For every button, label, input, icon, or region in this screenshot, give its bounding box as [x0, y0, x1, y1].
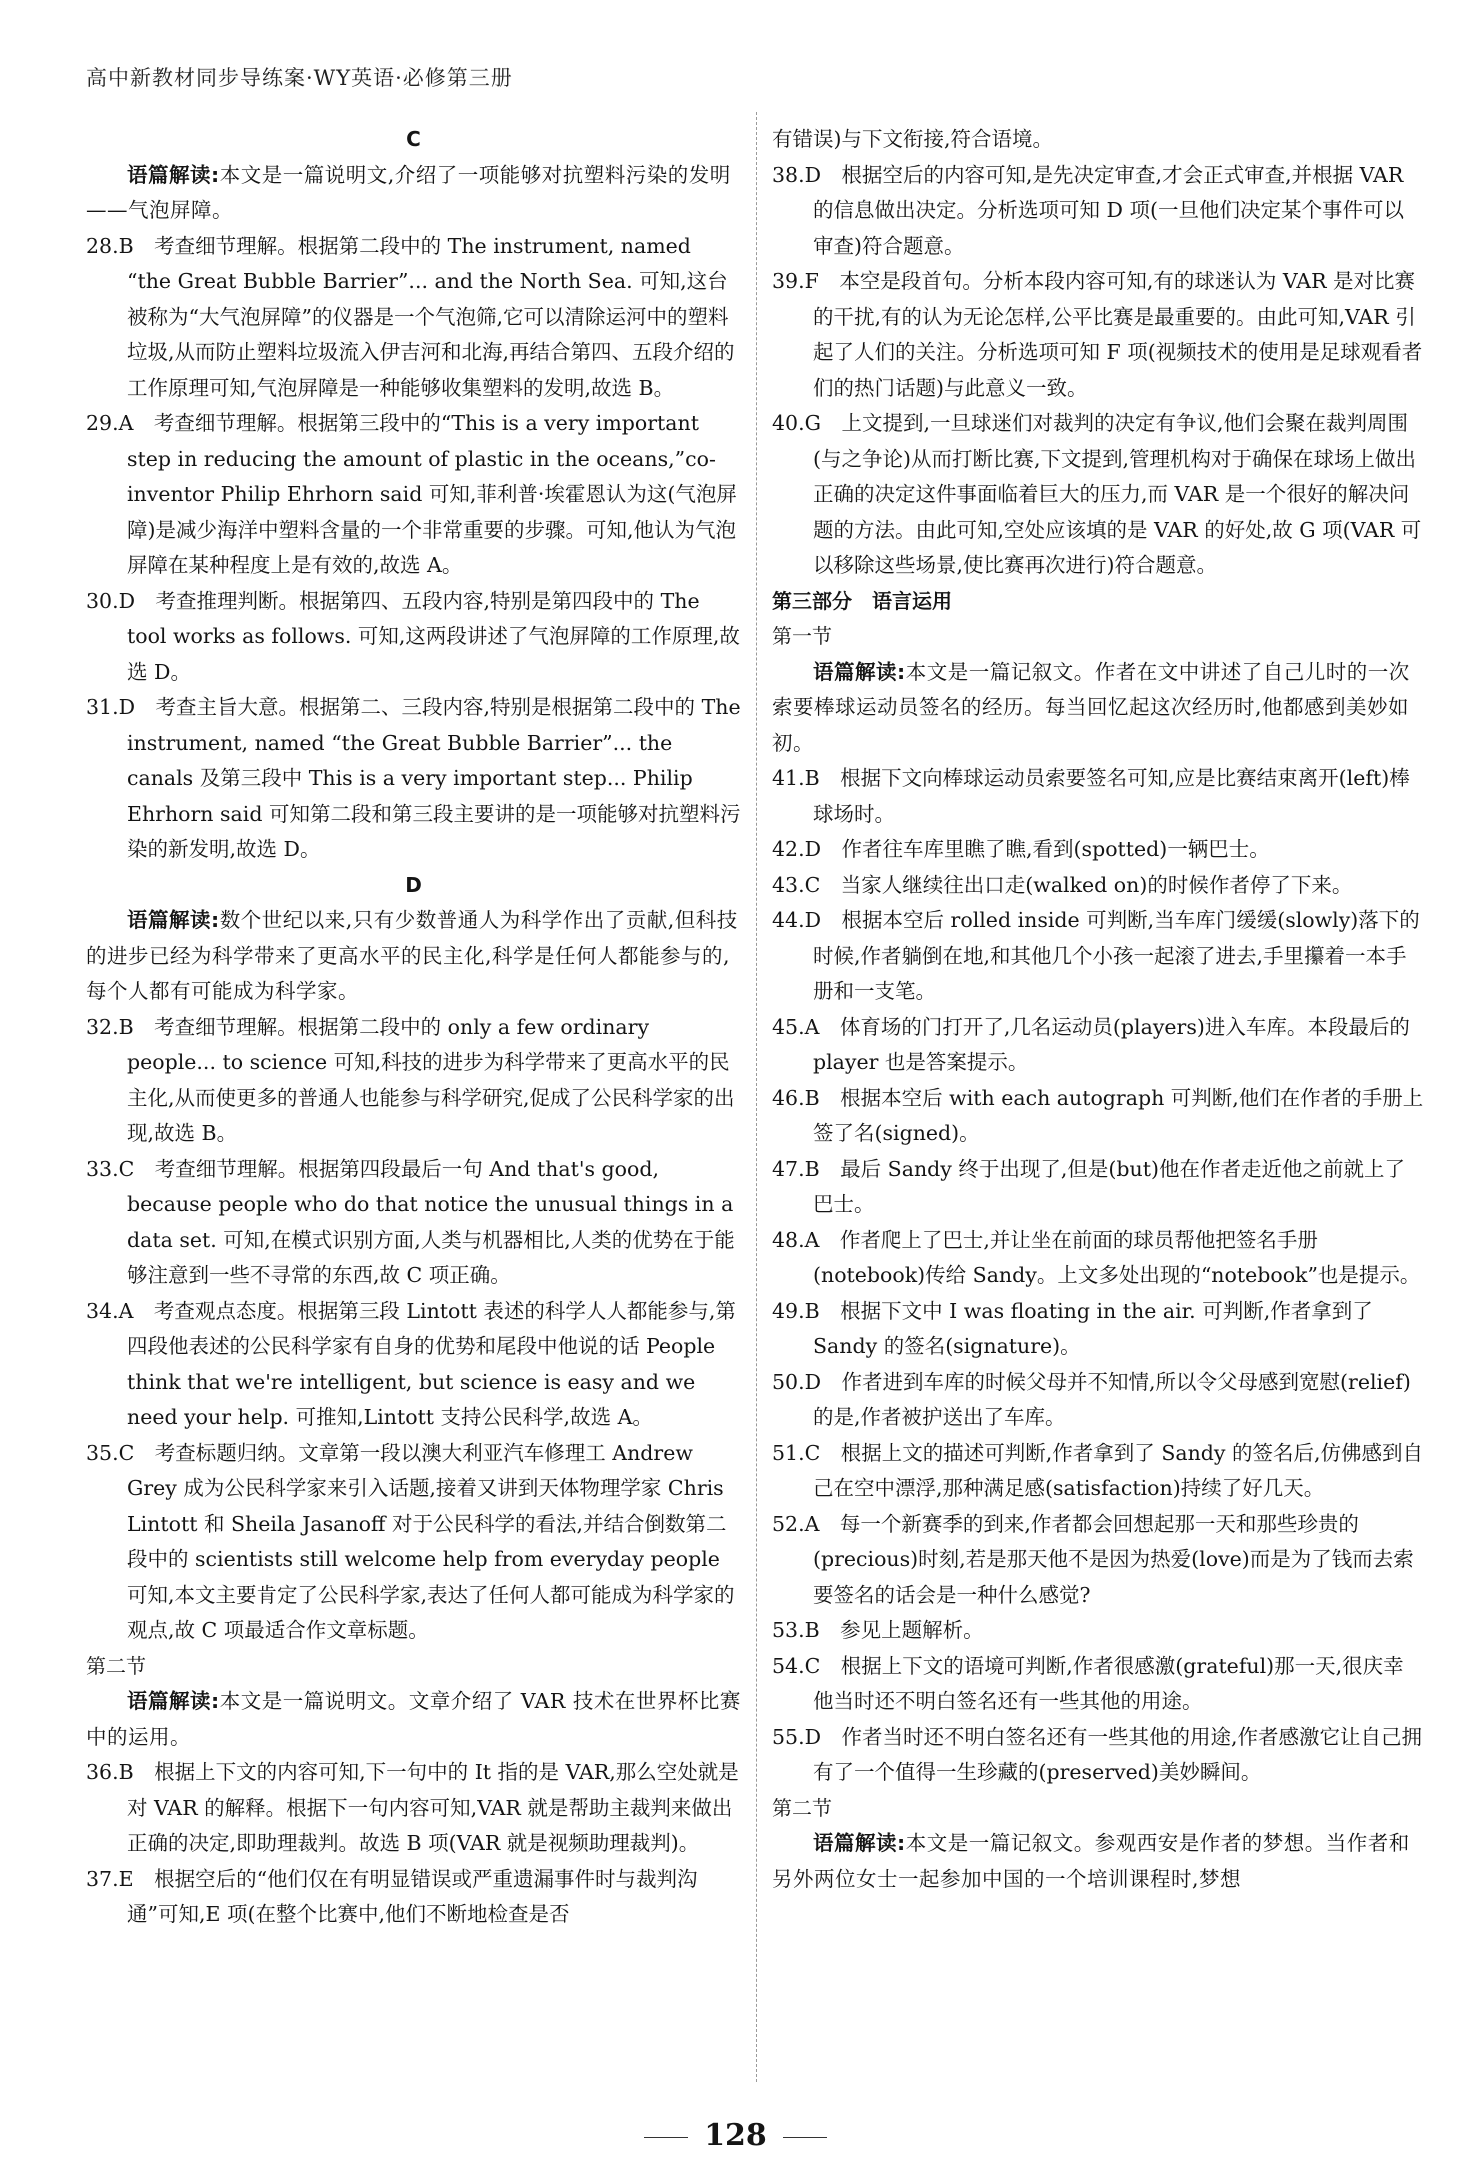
passage-summary — [86, 1684, 741, 1755]
page-number-text: 128 — [704, 2118, 767, 2153]
answer-explanation: 46.B 根据本空后 with each autograph 可判断,他们在作者的手册上签了名(signed)。 — [772, 1085, 1424, 1145]
summary-label: 语篇解读: — [813, 659, 906, 684]
passage-summary — [772, 655, 1424, 762]
answer-explanation: 40.G 上文提到,一旦球迷们对裁判的决定有争议,他们会聚在裁判周围(与之争论)从而打断比赛,下文提到,管理机构对于确保在球场上做出正确的决定这件事面临着巨大的压力,而 VAR 是一个很好的解决问题的方法。由此可知,空处应该填的是 VAR 的好处,故 G 项(VAR 可以移除这些场景,使比赛再次进行)符合题意。 — [772, 411, 1422, 577]
answer-explanation: 55.D 作者当时还不明白签名还有一些其他的用途,作者感激它让自己拥有了一个值得一生珍藏的(preserved)美妙瞬间。 — [772, 1724, 1423, 1784]
answer-explanation: 43.C 当家人继续往出口走(walked on)的时候作者停了下来。 — [772, 872, 1353, 897]
subsection-heading: 第二节 — [86, 1653, 146, 1678]
answer-explanation: 36.B 根据上下文的内容可知,下一句中的 It 指的是 VAR,那么空处就是对 VAR 的解释。根据下一句内容可知,VAR 就是帮助主裁判来做出正确的决定,即助理裁判。故选 B 项(VAR 就是视频助理裁判)。 — [86, 1760, 739, 1855]
summary-text: 本文是一篇说明文。文章介绍了 VAR 技术在世界杯比赛中的运用。 — [86, 1689, 741, 1749]
summary-text: 数个世纪以来,只有少数普通人为科学作出了贡献,但科技的进步已经为科学带来了更高水平的民主化,科学是任何人都能参与的,每个人都有可能成为科学家。 — [86, 908, 738, 1003]
section-letter: D — [405, 872, 422, 897]
summary-label: 语篇解读: — [127, 162, 220, 187]
answer-explanation: 34.A 考查观点态度。根据第三段 Lintott 表述的科学人人都能参与,第四段他表述的公民科学家有自身的优势和尾段中他说的话 People think that we're intelligent, but science is easy and we need your help. 可推知,Lintott 支持公民科学,故选 A。 — [86, 1298, 736, 1429]
answer-explanation: 54.C 根据上下文的语境可判断,作者很感激(grateful)那一天,很庆幸他当时还不明白签名还有一些其他的用途。 — [772, 1653, 1404, 1713]
answer-explanation: 50.D 作者进到车库的时候父母并不知情,所以令父母感到宽慰(relief)的是,作者被护送出了车库。 — [772, 1369, 1411, 1429]
answer-explanation: 30.D 考查推理判断。根据第四、五段内容,特别是第四段中的 The tool works as follows. 可知,这两段讲述了气泡屏障的工作原理,故选 D。 — [86, 588, 740, 684]
subsection-heading: 第一节 — [772, 624, 832, 648]
summary-label: 语篇解读: — [813, 1831, 906, 1855]
summary-text: 本文是一篇记叙文。参观西安是作者的梦想。当作者和另外两位女士一起参加中国的一个培训课程时,梦想 — [772, 1831, 1410, 1891]
answer-explanation: 28.B 考查细节理解。根据第二段中的 The instrument, named “the Great Bubble Barrier”... and the North Sea. 可知,这台被称为“大气泡屏障”的仪器是一个气泡筛,它可以清除运河中的塑料垃圾,从而防止塑料垃圾流入伊吉河和北海,再结合第四、五段介绍的工作原理可知,气泡屏障是一种能够收集塑料的发明,故选 B。 — [86, 233, 735, 400]
passage-summary — [772, 1826, 1424, 1897]
page-number — [0, 2118, 1471, 2153]
answer-explanation: 31.D 考查主旨大意。根据第二、三段内容,特别是根据第二段中的 The instrument, named “the Great Bubble Barrier”... the canals 及第三段中 This is a very important step... Philip Ehrhorn said 可知第二段和第三段主要讲的是一项能够对抗塑料污染的新发明,故选 D。 — [86, 695, 741, 861]
answer-explanation: 42.D 作者往车库里瞧了瞧,看到(spotted)一辆巴士。 — [772, 837, 1270, 861]
subsection-heading: 第二节 — [772, 1795, 832, 1820]
dash-left — [644, 2137, 688, 2138]
right-column — [772, 122, 1424, 1897]
passage-summary — [86, 903, 741, 1010]
answer-explanation: 53.B 参见上题解析。 — [772, 1618, 984, 1642]
answer-explanation: 51.C 根据上文的描述可判断,作者拿到了 Sandy 的签名后,仿佛感到自己在空中漂浮,那种满足感(satisfaction)持续了好几天。 — [772, 1440, 1424, 1500]
summary-text: 本文是一篇记叙文。作者在文中讲述了自己儿时的一次索要棒球运动员签名的经历。每当回忆起这次经历时,他都感到美妙如初。 — [772, 659, 1410, 755]
answer-explanation: 32.B 考查细节理解。根据第二段中的 only a few ordinary people... to science 可知,科技的进步为科学带来了更高水平的民主化,从而使更多的普通人也能参与科学研究,促成了公民科学家的出现,故选 B。 — [86, 1014, 735, 1145]
left-column — [86, 122, 741, 1933]
answer-explanation: 44.D 根据本空后 rolled inside 可判断,当车库门缓缓(slowly)落下的时候,作者躺倒在地,和其他几个小孩一起滚了进去,手里攥着一本手册和一支笔。 — [772, 908, 1420, 1003]
answer-explanation: 47.B 最后 Sandy 终于出现了,但是(but)他在作者走近他之前就上了巴士。 — [772, 1156, 1405, 1216]
summary-label: 语篇解读: — [127, 908, 220, 932]
dash-right — [783, 2137, 827, 2138]
answer-explanation: 41.B 根据下文向棒球运动员索要签名可知,应是比赛结束离开(left)棒球场时。 — [772, 766, 1410, 826]
running-header: 高中新教材同步导练案·WY英语·必修第三册 — [86, 66, 513, 90]
answer-explanation: 49.B 根据下文中 I was floating in the air. 可判断,作者拿到了 Sandy 的签名(signature)。 — [772, 1298, 1373, 1358]
summary-label: 语篇解读: — [127, 1689, 220, 1713]
answer-explanation: 38.D 根据空后的内容可知,是先决定审查,才会正式审查,并根据 VAR 的信息做出决定。分析选项可知 D 项(一旦他们决定某个事件可以审查)符合题意。 — [772, 162, 1404, 258]
part-heading: 第三部分 语言运用 — [772, 588, 952, 613]
summary-text: 本文是一篇说明文,介绍了一项能够对抗塑料污染的发明——气泡屏障。 — [86, 162, 731, 222]
answer-explanation: 45.A 体育场的门打开了,几名运动员(players)进入车库。本段最后的 player 也是答案提示。 — [772, 1014, 1410, 1074]
answer-explanation: 33.C 考查细节理解。根据第四段最后一句 And that's good, because people who do that notice the unusual things in a data set. 可知,在模式识别方面,人类与机器相比,人类的优势在于能够注意到一些不寻常的东西,故 C 项正确。 — [86, 1156, 735, 1287]
continued-text: 有错误)与下文衔接,符合语境。 — [772, 127, 1054, 151]
answer-explanation: 52.A 每一个新赛季的到来,作者都会回想起那一天和那些珍贵的(precious)时刻,若是那天他不是因为热爱(love)而是为了钱而去索要签名的话会是一种什么感觉? — [772, 1511, 1414, 1607]
answer-explanation: 39.F 本空是段首句。分析本段内容可知,有的球迷认为 VAR 是对比赛的干扰,有的认为无论怎样,公平比赛是最重要的。由此可知,VAR 引起了人们的关注。分析选项可知 F 项(视频技术的使用是足球观看者们的热门话题)与此意义一致。 — [772, 269, 1423, 400]
column-divider — [756, 112, 757, 2082]
passage-summary — [86, 158, 741, 229]
section-letter: C — [406, 127, 421, 151]
answer-explanation: 35.C 考查标题归纳。文章第一段以澳大利亚汽车修理工 Andrew Grey 成为公民科学家来引入话题,接着又讲到天体物理学家 Chris Lintott 和 Sheila Jasanoff 对于公民科学的看法,并结合倒数第二段中的 scientists still welcome help from everyday people 可知,本文主要肯定了公民科学家,表达了任何人都可能成为科学家的观点,故 C 项最适合作文章标题。 — [86, 1440, 735, 1642]
answer-explanation: 37.E 根据空后的“他们仅在有明显错误或严重遗漏事件时与裁判沟通”可知,E 项(在整个比赛中,他们不断地检查是否 — [86, 1866, 698, 1926]
answer-explanation: 48.A 作者爬上了巴士,并让坐在前面的球员帮他把签名手册(notebook)传给 Sandy。上文多处出现的“notebook”也是提示。 — [772, 1227, 1421, 1287]
answer-explanation: 29.A 考查细节理解。根据第三段中的“This is a very important step in reducing the amount of plastic in the oceans,”co-inventor Philip Ehrhorn said 可知,菲利普·埃霍恩认为这(气泡屏障)是减少海洋中塑料含量的一个非常重要的步骤。可知,他认为气泡屏障在某种程度上是有效的,故选 A。 — [86, 411, 737, 577]
